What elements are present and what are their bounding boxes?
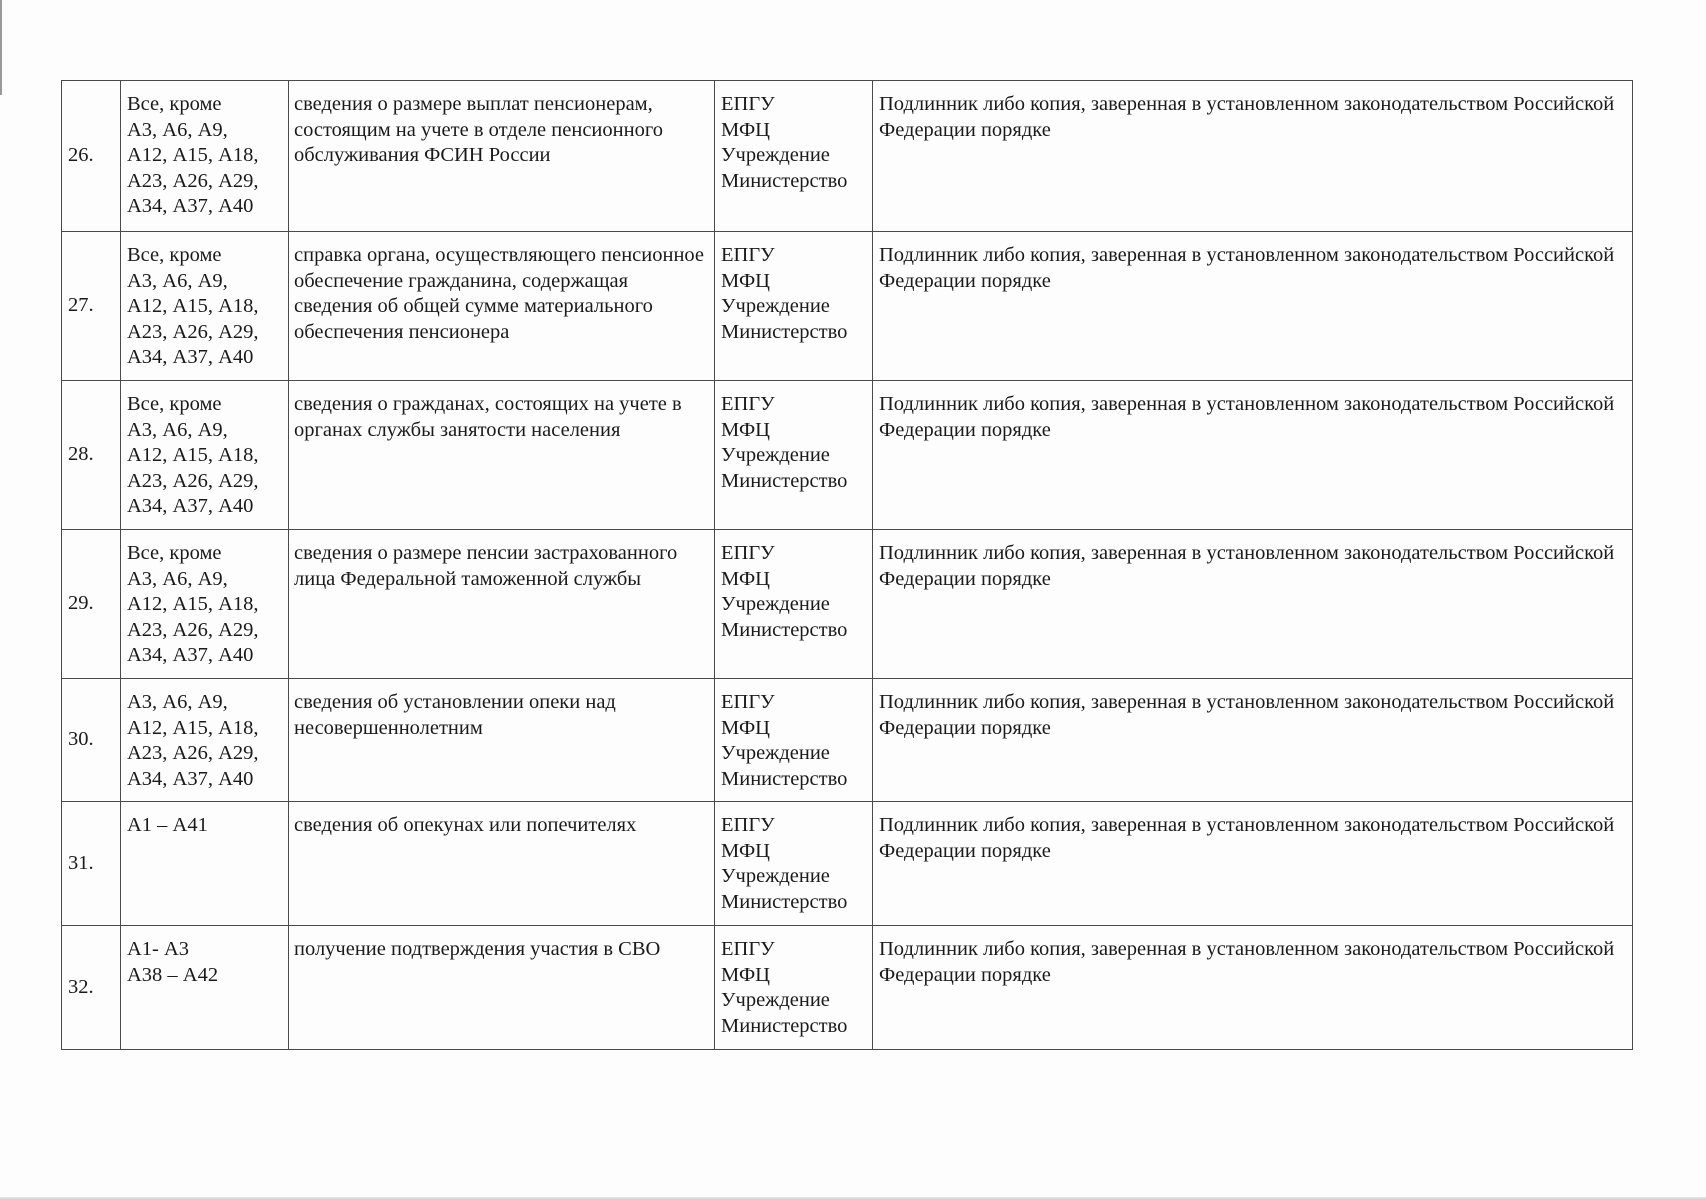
row-number: 26.: [62, 81, 121, 232]
document-form-cell: [873, 679, 1633, 802]
category-line: А23, А26, А29,: [127, 742, 259, 764]
category-line: А23, А26, А29,: [127, 169, 259, 192]
channel-line: МФЦ: [721, 567, 770, 590]
channel-line: Учреждение: [721, 444, 830, 466]
document-name-cell: [289, 926, 715, 1050]
row-number: 29.: [62, 530, 121, 679]
document-name: сведения об установлении опеки над несовершеннолетним: [294, 691, 616, 739]
category-line: А1 – А41: [127, 814, 208, 836]
channel-line: Министерство: [721, 169, 848, 192]
table-row: [62, 802, 1633, 926]
channel-line: МФЦ: [721, 118, 770, 141]
document-name-cell: [289, 381, 715, 530]
channel-line: Министерство: [721, 1014, 848, 1037]
document-name: сведения о размере выплат пенсионерам, состоящим на учете в отделе пенсионного обслуживания ФСИН России: [294, 93, 663, 166]
scan-edge-left: [0, 0, 2, 95]
channel-line: ЕПГУ: [721, 814, 775, 836]
document-name-cell: [289, 530, 715, 679]
channel-line: МФЦ: [721, 839, 770, 862]
table-row: [62, 530, 1633, 679]
applicant-categories-cell: [121, 926, 289, 1050]
category-line: А12, А15, А18,: [127, 593, 259, 615]
table-row: [62, 679, 1633, 802]
channel-line: Министерство: [721, 469, 848, 492]
category-line: А1- А3: [127, 938, 190, 960]
channel-line: ЕПГУ: [721, 244, 775, 266]
document-form-cell: [873, 926, 1633, 1050]
document-name: сведения об опекунах или попечителях: [294, 814, 637, 836]
channel-line: Министерство: [721, 767, 848, 790]
applicant-categories-cell: [121, 530, 289, 679]
document-form: Подлинник либо копия, заверенная в установленном законодательством Российской Федерации порядке: [879, 542, 1615, 590]
document-name-cell: [289, 802, 715, 926]
document-form-cell: [873, 802, 1633, 926]
document-name-cell: [289, 81, 715, 232]
channel-line: Учреждение: [721, 865, 830, 887]
channel-line: ЕПГУ: [721, 393, 775, 415]
category-line: А12, А15, А18,: [127, 444, 259, 466]
channel-line: МФЦ: [721, 269, 770, 292]
applicant-categories-cell: [121, 381, 289, 530]
submission-channels-cell: [715, 381, 873, 530]
channel-line: Учреждение: [721, 593, 830, 615]
applicant-categories-cell: [121, 81, 289, 232]
channel-line: Учреждение: [721, 295, 830, 317]
table-row: [62, 232, 1633, 381]
document-form-cell: [873, 81, 1633, 232]
channel-line: МФЦ: [721, 963, 770, 986]
channel-line: ЕПГУ: [721, 691, 775, 713]
channel-line: Министерство: [721, 890, 848, 913]
submission-channels-cell: [715, 802, 873, 926]
category-line: А34, А37, А40: [127, 495, 254, 517]
table-row: [62, 381, 1633, 530]
channel-line: Учреждение: [721, 989, 830, 1011]
applicant-categories-cell: [121, 679, 289, 802]
document-form: Подлинник либо копия, заверенная в установленном законодательством Российской Федерации порядке: [879, 938, 1615, 986]
document-form-cell: [873, 381, 1633, 530]
category-line: А3, А6, А9,: [127, 418, 228, 441]
document-form-cell: [873, 530, 1633, 679]
category-line: А3, А6, А9,: [127, 118, 228, 141]
applicant-categories-cell: [121, 802, 289, 926]
category-line: А34, А37, А40: [127, 767, 254, 790]
category-line: А23, А26, А29,: [127, 618, 259, 641]
row-number: 31.: [62, 802, 121, 926]
channel-line: Учреждение: [721, 144, 830, 166]
channel-line: ЕПГУ: [721, 938, 775, 960]
documents-table: [61, 80, 1633, 1050]
row-number: 32.: [62, 926, 121, 1050]
category-line: А12, А15, А18,: [127, 716, 259, 739]
channel-line: ЕПГУ: [721, 93, 775, 115]
applicant-categories-cell: [121, 232, 289, 381]
category-line: А3, А6, А9,: [127, 567, 228, 590]
channel-line: Учреждение: [721, 742, 830, 764]
category-line: А34, А37, А40: [127, 195, 254, 217]
submission-channels-cell: [715, 232, 873, 381]
channel-line: МФЦ: [721, 716, 770, 739]
category-line: А34, А37, А40: [127, 644, 254, 666]
channel-line: МФЦ: [721, 418, 770, 441]
document-name: получение подтверждения участия в СВО: [294, 938, 661, 960]
row-number: 28.: [62, 381, 121, 530]
document-name: сведения о размере пенсии застрахованного лица Федеральной таможенной службы: [294, 542, 678, 590]
category-line: А23, А26, А29,: [127, 320, 259, 343]
channel-line: Министерство: [721, 618, 848, 641]
document-form: Подлинник либо копия, заверенная в установленном законодательством Российской Федерации порядке: [879, 393, 1615, 441]
submission-channels-cell: [715, 926, 873, 1050]
document-name: сведения о гражданах, состоящих на учете в органах службы занятости населения: [294, 393, 682, 441]
submission-channels-cell: [715, 679, 873, 802]
document-form: Подлинник либо копия, заверенная в установленном законодательством Российской Федерации порядке: [879, 691, 1615, 739]
category-line: Все, кроме: [127, 244, 222, 266]
category-line: А3, А6, А9,: [127, 269, 228, 292]
category-line: А12, А15, А18,: [127, 144, 259, 166]
category-line: А34, А37, А40: [127, 346, 254, 368]
category-line: А12, А15, А18,: [127, 295, 259, 317]
document-name: справка органа, осуществляющего пенсионное обеспечение гражданина, содержащая сведения об общей сумме материального обеспечения пенсионера: [294, 244, 705, 343]
table-row: [62, 926, 1633, 1050]
category-line: Все, кроме: [127, 393, 222, 415]
category-line: А3, А6, А9,: [127, 691, 228, 713]
document-form: Подлинник либо копия, заверенная в установленном законодательством Российской Федерации порядке: [879, 93, 1615, 141]
document-form: Подлинник либо копия, заверенная в установленном законодательством Российской Федерации порядке: [879, 244, 1615, 292]
row-number: 27.: [62, 232, 121, 381]
table-body: [62, 81, 1633, 1050]
category-line: А23, А26, А29,: [127, 469, 259, 492]
document-form: Подлинник либо копия, заверенная в установленном законодательством Российской Федерации порядке: [879, 814, 1615, 862]
document-form-cell: [873, 232, 1633, 381]
submission-channels-cell: [715, 81, 873, 232]
document-name-cell: [289, 679, 715, 802]
channel-line: Министерство: [721, 320, 848, 343]
category-line: А38 – А42: [127, 963, 219, 986]
row-number: 30.: [62, 679, 121, 802]
category-line: Все, кроме: [127, 93, 222, 115]
submission-channels-cell: [715, 530, 873, 679]
channel-line: ЕПГУ: [721, 542, 775, 564]
document-name-cell: [289, 232, 715, 381]
table-row: [62, 81, 1633, 232]
category-line: Все, кроме: [127, 542, 222, 564]
